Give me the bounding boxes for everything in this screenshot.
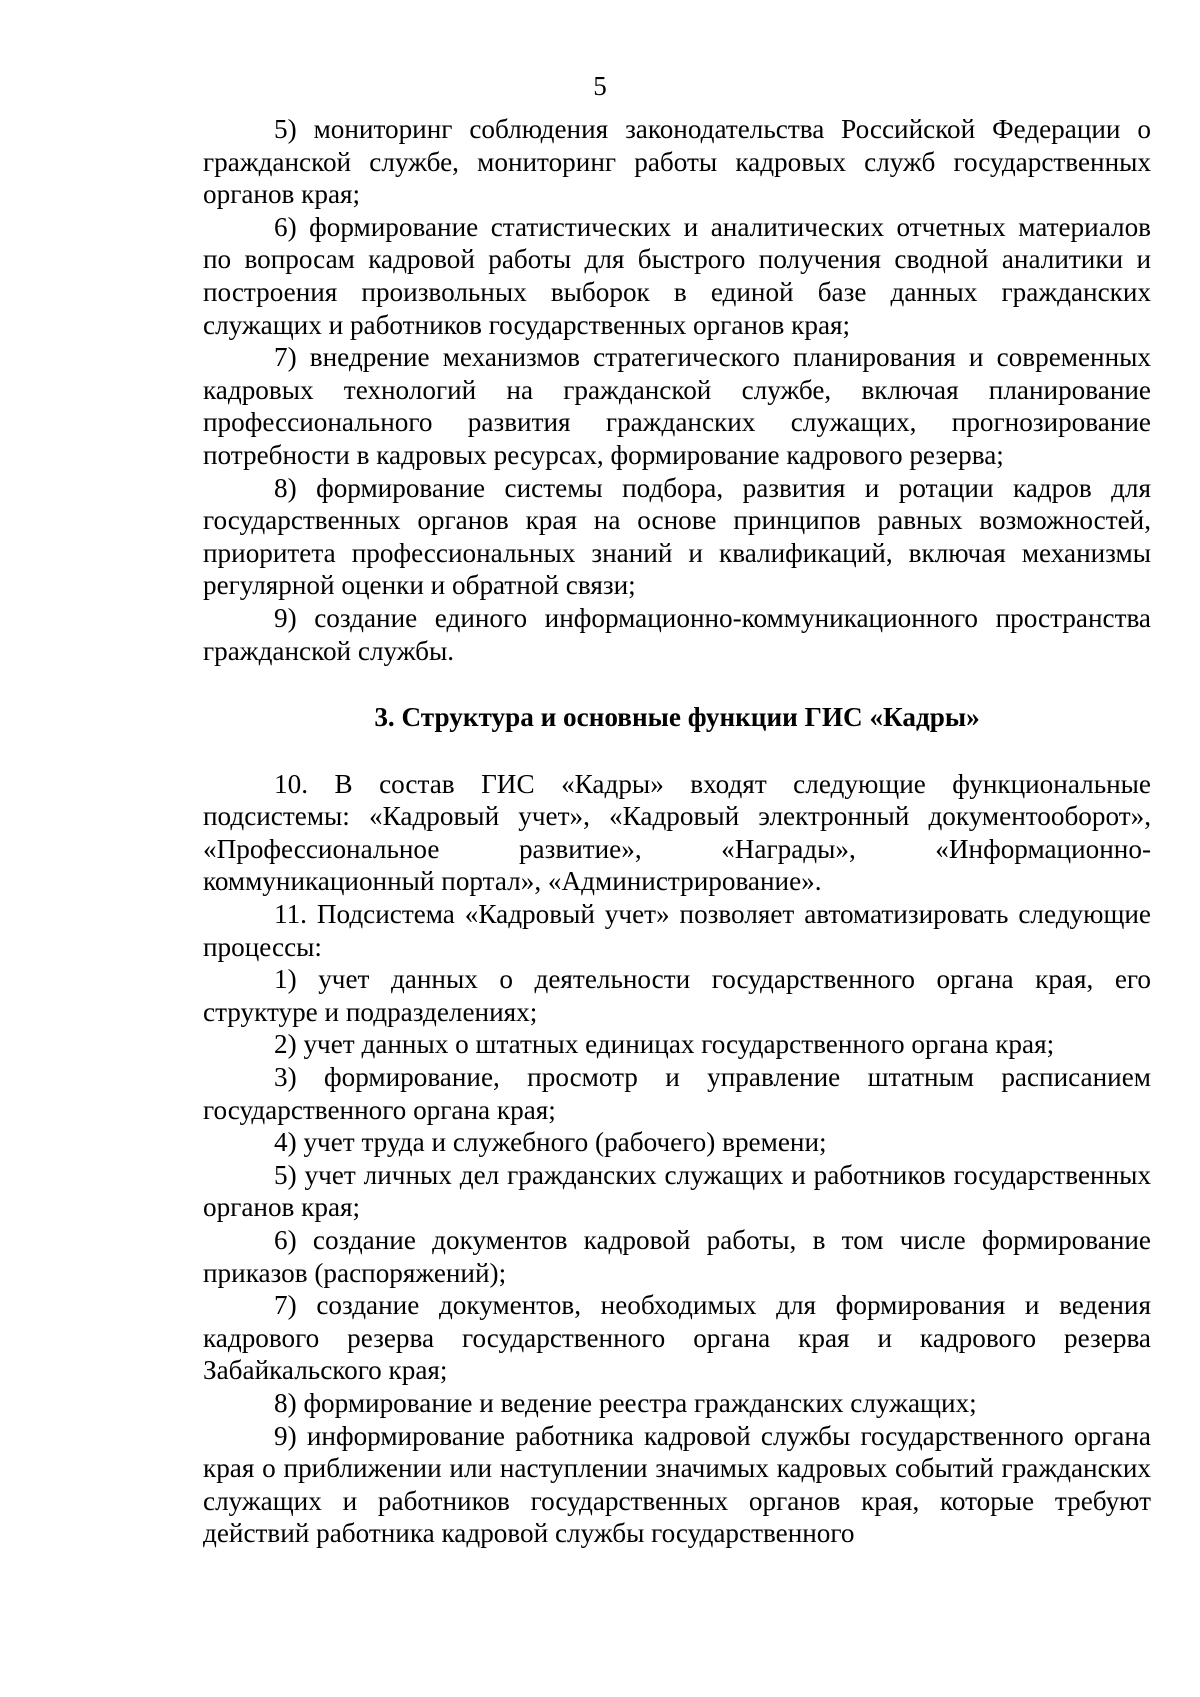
list-item: 2) учет данных о штатных единицах государственного органа края; xyxy=(274,1029,1055,1060)
list-item: 8) формирование и ведение реестра гражданских служащих; xyxy=(274,1387,977,1418)
list-item: 5) мониторинг соблюдения законодательства Российской Федерации о гражданской службе, мониторинг работы кадровых служб государственных органов края; xyxy=(203,114,1151,210)
list-item: 6) создание документов кадровой работы, в том числе формирование приказов (распоряжений); xyxy=(203,1225,1151,1288)
paragraph: 10. В состав ГИС «Кадры» входят следующие функциональные подсистемы: «Кадровый учет», «Кадровый электронный документооборот», «Профессиональное развитие», «Награды», «Информационно-коммуникационный портал», «Администрирование». xyxy=(203,768,1151,897)
section-title: 3. Структура и основные функции ГИС «Кадры» xyxy=(374,702,980,733)
list-item: 8) формирование системы подбора, развития и ротации кадров для государственных органов края на основе принципов равных возможностей, приоритета профессиональных знаний и квалификаций, включая механизмы регулярной оценки и обратной связи; xyxy=(203,472,1151,601)
list-item: 6) формирование статистических и аналитических отчетных материалов по вопросам кадровой работы для быстрого получения сводной аналитики и построения произвольных выборок в единой базе данных гражданских служащих и работников государственных органов края; xyxy=(203,211,1151,340)
list-item: 5) учет личных дел гражданских служащих и работников государственных органов края; xyxy=(203,1159,1151,1223)
list-item: 1) учет данных о деятельности государственного органа края, его структуре и подразделениях; xyxy=(203,964,1151,1027)
page-number: 5 xyxy=(593,71,607,101)
list-item: 7) создание документов, необходимых для формирования и ведения кадрового резерва государственного органа края и кадрового резерва Забайкальского края; xyxy=(203,1290,1151,1386)
list-item: 9) информирование работника кадровой службы государственного органа края о приближении или наступлении значимых кадровых событий гражданских служащих и работников государственных органов края, которые требуют действий работника кадровой службы государственного xyxy=(203,1420,1151,1549)
document-body xyxy=(203,113,1151,1550)
list-item: 9) создание единого информационно-коммуникационного пространства гражданской службы. xyxy=(203,602,1151,666)
list-item: 7) внедрение механизмов стратегического планирования и современных кадровых технологий на гражданской службе, включая планирование профессионального развития гражданских служащих, прогнозирование потребности в кадровых ресурсах, формирование кадрового резерва; xyxy=(203,342,1151,470)
paragraph: 11. Подсистема «Кадровый учет» позволяет автоматизировать следующие процессы: xyxy=(203,899,1151,962)
list-item: 3) формирование, просмотр и управление штатным расписанием государственного органа края; xyxy=(203,1062,1151,1125)
list-item: 4) учет труда и служебного (рабочего) времени; xyxy=(274,1127,827,1158)
